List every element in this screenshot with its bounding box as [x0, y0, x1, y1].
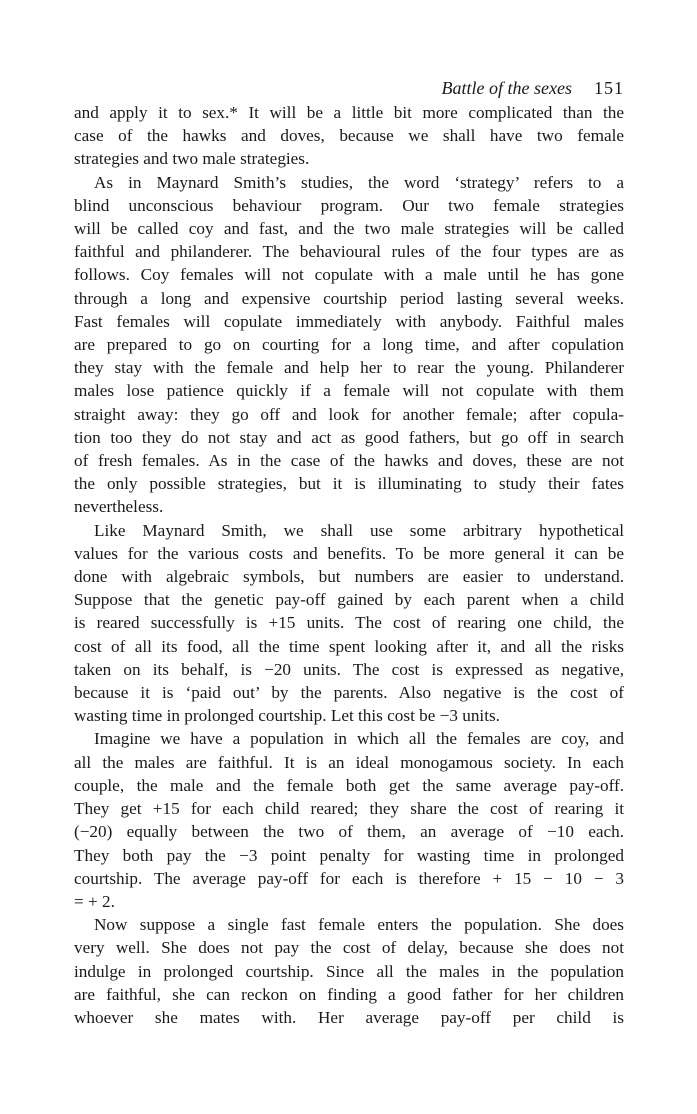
- text-line: the only possible strategies, but it is illuminating to study their fates: [74, 474, 624, 494]
- text-line: Like Maynard Smith, we shall use some arbitrary hypothetical: [94, 520, 624, 540]
- text-line: Imagine we have a population in which all the females are coy, and: [94, 729, 624, 749]
- text-line: As in Maynard Smith’s studies, the word ‘strategy’ refers to a: [94, 172, 624, 192]
- running-head: [74, 78, 624, 98]
- text-line: males lose patience quickly if a female will not copulate with them: [74, 381, 624, 401]
- text-line: because it is ‘paid out’ by the parents. Also negative is the cost of: [74, 683, 624, 703]
- text-line: cost of all its food, all the time spent looking after it, and all the risks: [74, 636, 624, 656]
- text-line: Now suppose a single fast female enters the population. She does: [94, 915, 624, 935]
- text-line: will be called coy and fast, and the two male strategies will be called: [74, 219, 624, 239]
- text-line: wasting time in prolonged courtship. Let this cost be −3 units.: [74, 706, 500, 726]
- text-line: courtship. The average pay-off for each is therefore + 15 − 10 − 3: [74, 868, 624, 888]
- text-line: = + 2.: [74, 891, 115, 911]
- body-text: [74, 101, 624, 1029]
- text-line: faithful and philanderer. The behavioural rules of the four types are as: [74, 242, 624, 262]
- text-line: follows. Coy females will not copulate with a male until he has gone: [74, 265, 624, 285]
- text-line: nevertheless.: [74, 497, 164, 517]
- text-line: is reared successfully is +15 units. The cost of rearing one child, the: [74, 613, 624, 633]
- text-line: case of the hawks and doves, because we shall have two female: [74, 126, 624, 146]
- text-line: they stay with the female and help her to rear the young. Philanderer: [74, 358, 624, 378]
- text-line: values for the various costs and benefits. To be more general it can be: [74, 543, 624, 563]
- text-line: very well. She does not pay the cost of delay, because she does not: [74, 938, 624, 958]
- text-line: straight away: they go off and look for another female; after copula-: [74, 404, 624, 424]
- text-line: are faithful, she can reckon on finding a good father for her children: [74, 984, 624, 1004]
- text-line: of fresh females. As in the case of the hawks and doves, these are not: [74, 451, 624, 471]
- text-line: all the males are faithful. It is an ideal monogamous society. In each: [74, 752, 624, 772]
- text-line: blind unconscious behaviour program. Our two female strategies: [74, 195, 624, 215]
- text-line: through a long and expensive courtship period lasting several weeks.: [74, 288, 624, 308]
- text-line: whoever she mates with. Her average pay-off per child is: [74, 1007, 624, 1027]
- text-line: Suppose that the genetic pay-off gained by each parent when a child: [74, 590, 624, 610]
- text-line: (−20) equally between the two of them, an average of −10 each.: [74, 822, 624, 842]
- text-line: strategies and two male strategies.: [74, 149, 310, 169]
- text-line: indulge in prolonged courtship. Since all the males in the population: [74, 961, 624, 981]
- text-line: They get +15 for each child reared; they share the cost of rearing it: [74, 799, 624, 819]
- text-line: taken on its behalf, is −20 units. The cost is expressed as negative,: [74, 659, 624, 679]
- text-line: are prepared to go on courting for a long time, and after copulation: [74, 335, 624, 355]
- running-head-title: Battle of the sexes: [441, 78, 572, 98]
- text-line: They both pay the −3 point penalty for wasting time in prolonged: [74, 845, 624, 865]
- text-line: done with algebraic symbols, but numbers are easier to understand.: [74, 567, 624, 587]
- text-line: couple, the male and the female both get the same average pay-off.: [74, 775, 624, 795]
- page-number: 151: [594, 78, 624, 98]
- text-line: tion too they do not stay and act as good fathers, but go off in search: [74, 427, 624, 447]
- text-line: and apply it to sex.* It will be a little bit more complicated than the: [74, 103, 624, 122]
- text-line: Fast females will copulate immediately with anybody. Faithful males: [74, 311, 624, 331]
